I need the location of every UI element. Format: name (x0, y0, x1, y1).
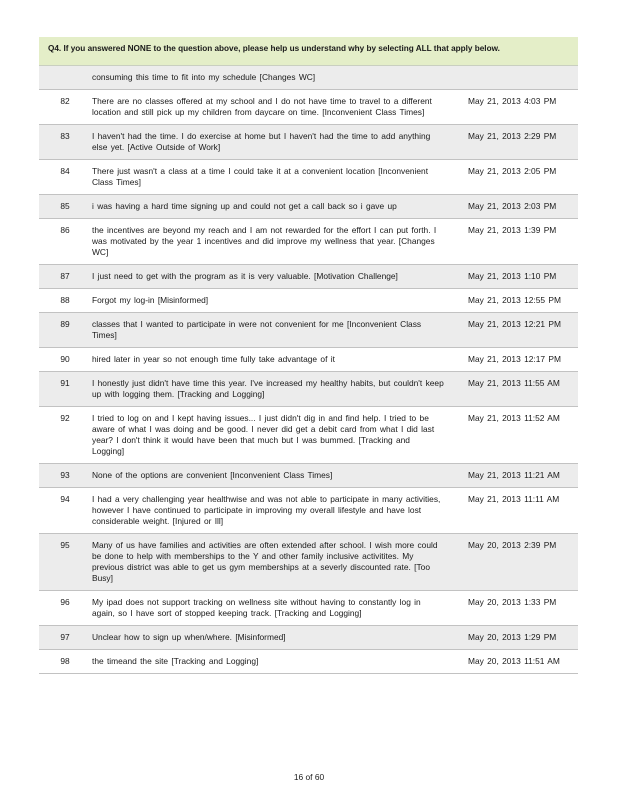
response-text: the timeand the site [Tracking and Logging] (92, 656, 259, 666)
response-text: i was having a hard time signing up and could not get a call back so i gave up (92, 201, 397, 211)
response-number: 94 (60, 494, 70, 504)
response-text: Forgot my log-in [Misinformed] (92, 295, 209, 305)
response-number: 90 (60, 354, 70, 364)
response-date: May 20, 2013 11:51 AM (468, 656, 560, 666)
response-number: 92 (60, 413, 70, 423)
table-row (39, 219, 578, 265)
table-row (39, 195, 578, 219)
response-number: 96 (60, 597, 70, 607)
response-date: May 21, 2013 12:17 PM (468, 354, 561, 364)
response-date: May 21, 2013 11:55 AM (468, 378, 560, 388)
response-number: 97 (60, 632, 70, 642)
response-text: the incentives are beyond my reach and I am not rewarded for the effort I can put forth. I was motivated by the year 1 incentives and did improve my wellness that year. [Changes WC] (92, 225, 437, 257)
response-date: May 21, 2013 2:05 PM (468, 166, 557, 176)
response-number: 84 (60, 166, 70, 176)
response-text: None of the options are convenient [Inconvenient Class Times] (92, 470, 333, 480)
table-row (39, 348, 578, 372)
table-row (39, 650, 578, 674)
table-row (39, 90, 578, 125)
survey-responses-table (39, 37, 578, 674)
table-row (39, 407, 578, 464)
response-text: Many of us have families and activities are often extended after school. I wish more could be done to help with memberships to the Y and other family inclusive activitites. My previous district was able to get us gym memberships at a severly discounted rate. [Too Busy] (92, 540, 438, 583)
response-number: 91 (60, 378, 70, 388)
response-text: There are no classes offered at my school and I do not have time to travel to a different location and still pick up my children from daycare on time. [Inconvenient Class Times] (92, 96, 432, 117)
response-date: May 20, 2013 1:29 PM (468, 632, 557, 642)
response-text: I tried to log on and I kept having issues... I just didn't dig in and find help. I tried to be aware of what I was doing and be good. I never did get a debit card from what I did last year? I don't think it would have been that much but I was bummed. [Tracking and Logging] (92, 413, 435, 456)
response-number (39, 66, 91, 89)
response-number: 83 (60, 131, 70, 141)
table-row (39, 66, 578, 90)
table-row (39, 534, 578, 591)
response-date: May 21, 2013 11:52 AM (468, 413, 560, 423)
response-number: 85 (60, 201, 70, 211)
response-text: I had a very challenging year healthwise and was not able to participate in many activities, however I have continued to participate in improving my overall lifestyle and have lost considerable weight. [Injured or Ill] (92, 494, 441, 526)
response-date: May 21, 2013 1:10 PM (468, 271, 557, 281)
question-header: Q4. If you answered NONE to the question above, please help us understand why by selecting ALL that apply below. (39, 37, 578, 66)
response-date: May 21, 2013 2:29 PM (468, 131, 557, 141)
response-date: May 21, 2013 12:21 PM (468, 319, 561, 329)
response-text: I just need to get with the program as it is very valuable. [Motivation Challenge] (92, 271, 398, 281)
response-text: hired later in year so not enough time fully take advantage of it (92, 354, 335, 364)
response-text: consuming this time to fit into my schedule [Changes WC] (92, 72, 316, 82)
table-row (39, 372, 578, 407)
table-row (39, 464, 578, 488)
table-row (39, 488, 578, 534)
table-row (39, 591, 578, 626)
response-number: 88 (60, 295, 70, 305)
response-text: I honestly just didn't have time this year. I've increased my healthy habits, but couldn't keep up with logging them. [Tracking and Logging] (92, 378, 444, 399)
response-text: I haven't had the time. I do exercise at home but I haven't had the time to add anything else yet. [Active Outside of Work] (92, 131, 431, 152)
table-row (39, 289, 578, 313)
response-text: classes that I wanted to participate in were not convenient for me [Inconvenient Class Times] (92, 319, 422, 340)
response-number: 95 (60, 540, 70, 550)
table-row (39, 313, 578, 348)
table-row (39, 160, 578, 195)
response-text: My ipad does not support tracking on wellness site without having to constantly log in again, so I have sort of stopped keeping track. [Tracking and Logging] (92, 597, 421, 618)
response-number: 93 (60, 470, 70, 480)
response-date: May 21, 2013 1:39 PM (468, 225, 557, 235)
response-number: 89 (60, 319, 70, 329)
response-date: May 21, 2013 12:55 PM (468, 295, 561, 305)
response-date: May 20, 2013 1:33 PM (468, 597, 557, 607)
response-date: May 21, 2013 4:03 PM (468, 96, 557, 106)
response-date: May 21, 2013 2:03 PM (468, 201, 557, 211)
response-date: May 21, 2013 11:11 AM (468, 494, 560, 504)
response-number: 82 (60, 96, 70, 106)
response-text: There just wasn't a class at a time I could take it at a convenient location [Inconvenient Class Times] (92, 166, 429, 187)
response-date: May 20, 2013 2:39 PM (468, 540, 557, 550)
response-date: May 21, 2013 11:21 AM (468, 470, 560, 480)
table-row (39, 265, 578, 289)
response-number: 87 (60, 271, 70, 281)
table-row (39, 626, 578, 650)
table-row (39, 125, 578, 160)
response-number: 86 (60, 225, 70, 235)
response-text: Unclear how to sign up when/where. [Misinformed] (92, 632, 286, 642)
response-number: 98 (60, 656, 70, 666)
response-rows (39, 66, 578, 674)
response-date (444, 66, 572, 89)
page-number: 16 of 60 (293, 772, 325, 782)
